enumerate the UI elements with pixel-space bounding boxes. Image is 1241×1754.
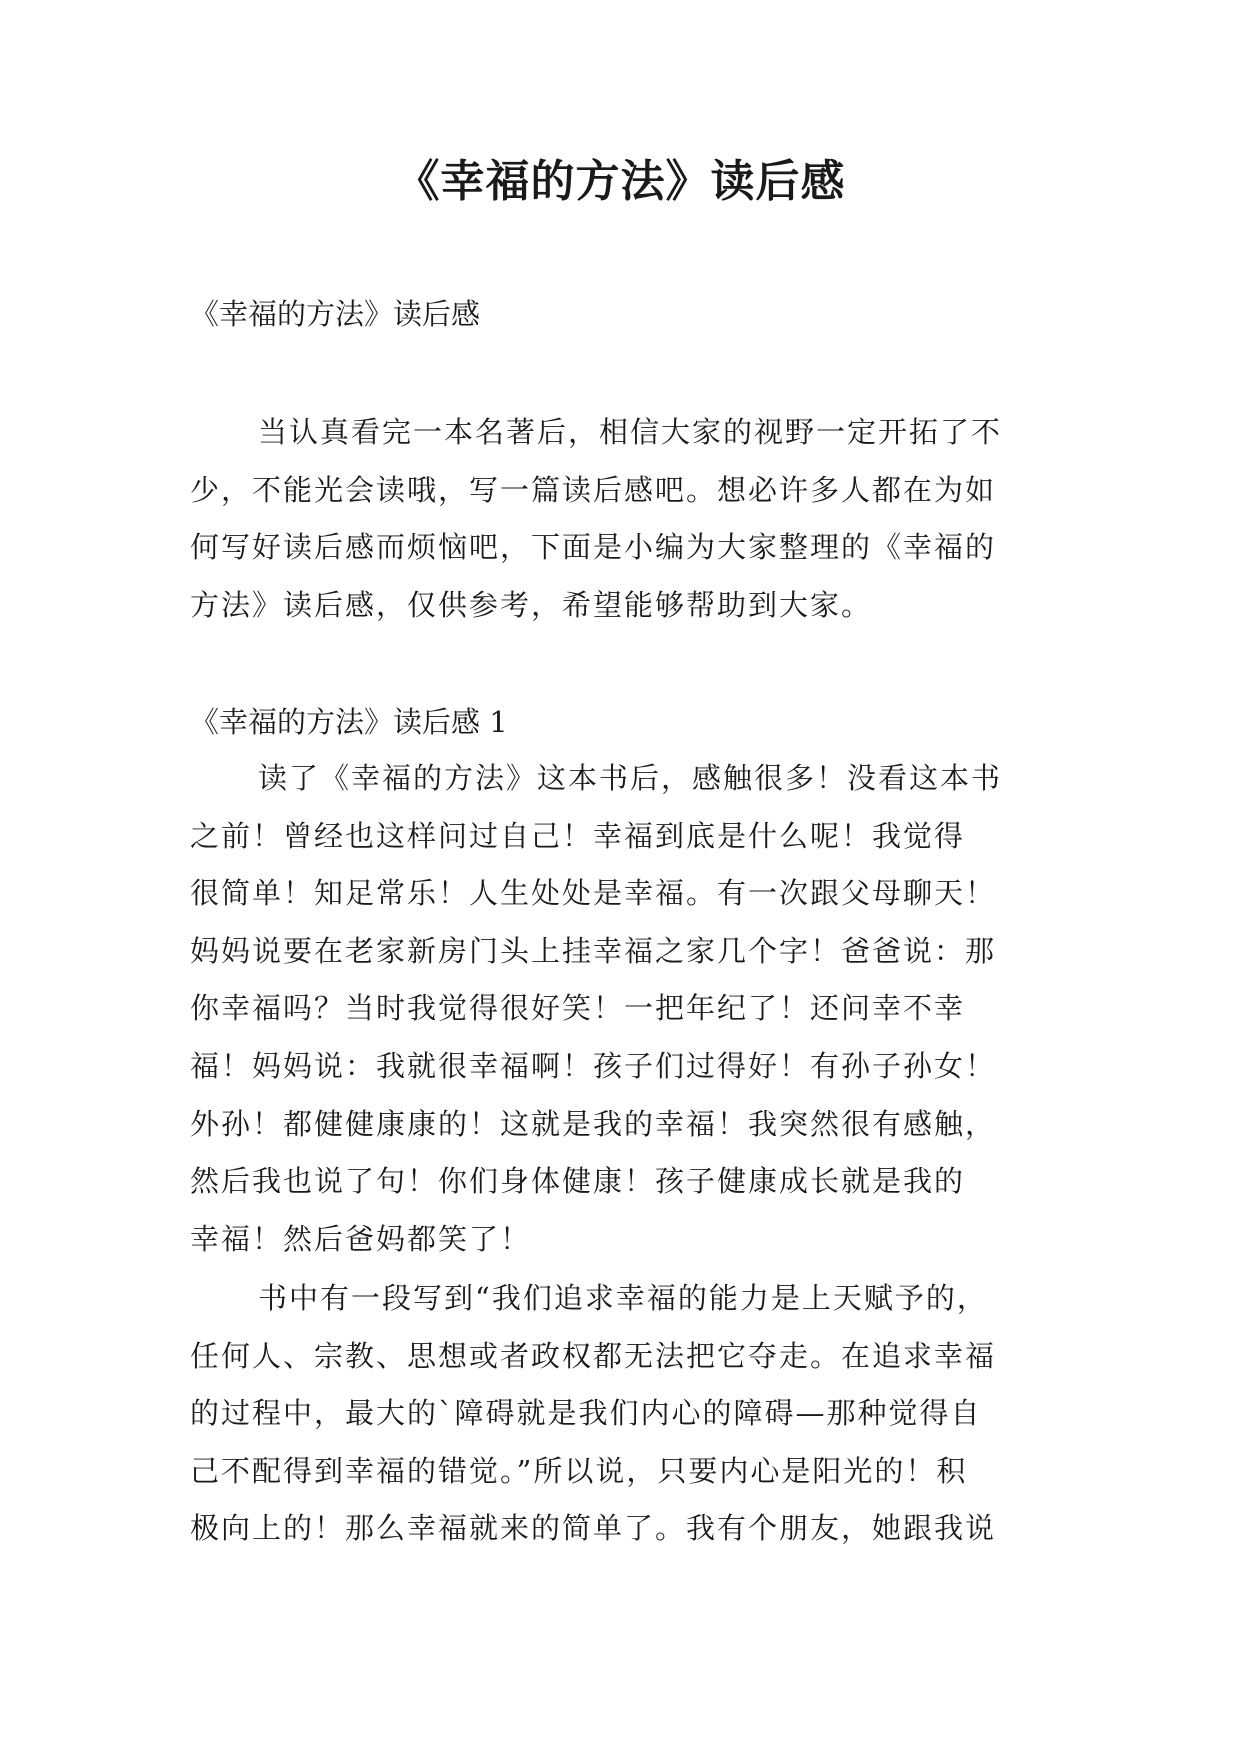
document-subtitle: 《幸福的方法》读后感	[190, 297, 481, 331]
text-line: 的过程中，最大的`障碍就是我们内心的障碍—那种觉得自	[190, 1396, 982, 1431]
body-paragraph	[190, 1270, 1070, 1558]
text-line: 任何人、宗教、思想或者政权都无法把它夺走。在追求幸福	[190, 1338, 997, 1373]
text-line: 少，不能光会读哦，写一篇读后感吧。想必许多人都在为如	[190, 472, 997, 507]
text-line: 妈妈说要在老家新房门头上挂幸福之家几个字！爸爸说：那	[190, 933, 997, 968]
text-line: 何写好读后感而烦恼吧，下面是小编为大家整理的《幸福的	[190, 530, 997, 565]
section-heading: 《幸福的方法》读后感 1	[190, 705, 508, 739]
body-paragraph	[190, 750, 1070, 1268]
text-line: 福！妈妈说：我就很幸福啊！孩子们过得好！有孙子孙女！	[190, 1048, 997, 1083]
text-line: 外孙！都健健康康的！这就是我的幸福！我突然很有感触，	[190, 1106, 997, 1141]
text-line: 然后我也说了句！你们身体健康！孩子健康成长就是我的	[190, 1164, 966, 1199]
text-line: 己不配得到幸福的错觉。”所以说，只要内心是阳光的！积	[190, 1453, 968, 1488]
intro-paragraph	[190, 404, 1070, 634]
text-line: 之前！曾经也这样问过自己！幸福到底是什么呢！我觉得	[190, 818, 966, 853]
text-line: 幸福！然后爸妈都笑了！	[190, 1221, 532, 1256]
text-line: 极向上的！那么幸福就来的简单了。我有个朋友，她跟我说	[190, 1511, 997, 1546]
text-line: 读了《幸福的方法》这本书后，感触很多！没看这本书	[258, 761, 1003, 795]
text-line: 书中有一段写到“我们追求幸福的能力是上天赋予的，	[258, 1281, 988, 1315]
document-title: 《幸福的方法》读后感	[395, 156, 846, 207]
text-line: 很简单！知足常乐！人生处处是幸福。有一次跟父母聊天！	[190, 876, 997, 911]
text-line: 方法》读后感，仅供参考，希望能够帮助到大家。	[190, 587, 873, 622]
text-line: 当认真看完一本名著后，相信大家的视野一定开拓了不	[258, 415, 1003, 449]
text-line: 你幸福吗？当时我觉得很好笑！一把年纪了！还问幸不幸	[190, 991, 966, 1026]
